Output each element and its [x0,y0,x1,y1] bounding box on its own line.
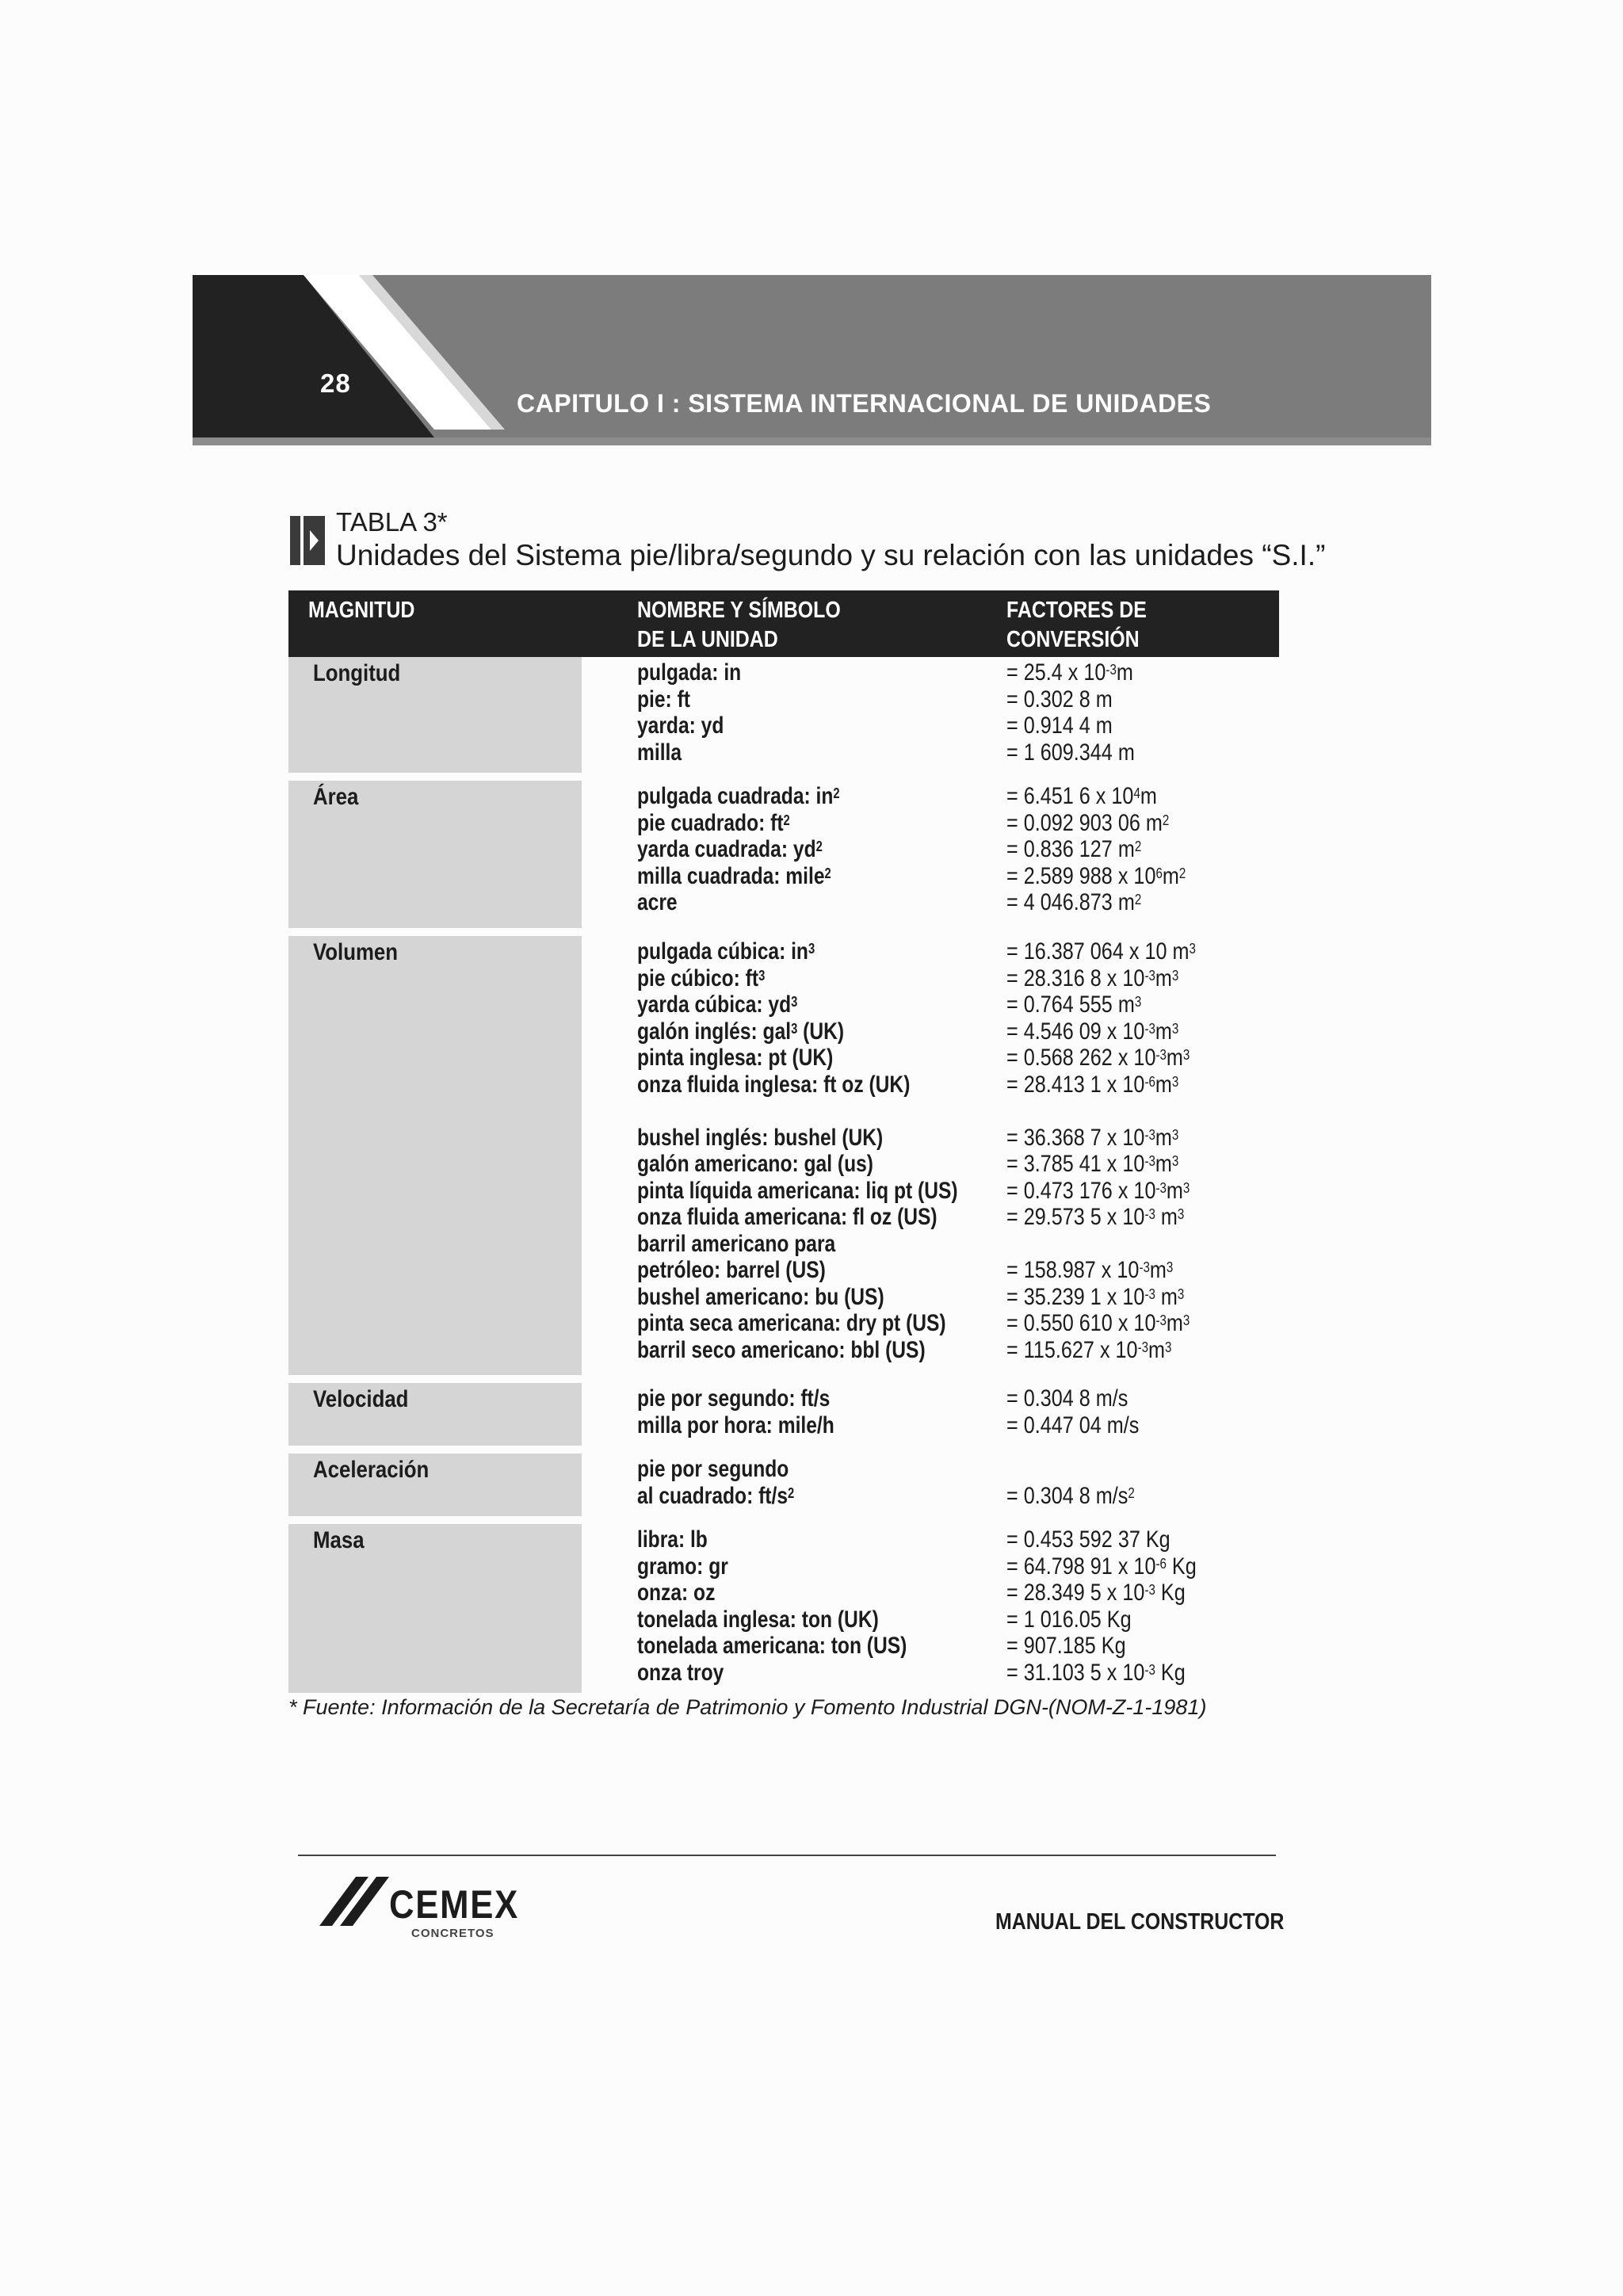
unit-name: galón americano: gal (us) [637,1151,873,1177]
table-section [288,1383,1279,1446]
unit-name: bushel americano: bu (US) [637,1283,884,1310]
magnitud-cell [288,1454,582,1516]
magnitud-label: Volumen [313,939,399,965]
conversion-factor: = 35.239 1 x $10^{-3}$ $m^3$ [1006,1283,1185,1310]
table-section [288,1454,1279,1516]
header-factores-line1: FACTORES DE [1006,598,1147,623]
unit-name: galón inglés: gal$^3$ (UK) [637,1018,845,1045]
conversion-factor: = 0.764 555 $m^3$ [1006,991,1142,1018]
table-footnote: * Fuente: Información de la Secretaría de Patrimonio y Fomento Industrial DGN-(NOM-Z-1-1981) [288,1695,1207,1719]
header-factores-line2: CONVERSIÓN [1006,627,1140,652]
magnitud-cell [288,657,582,773]
conversion-factor: = 64.798 91 x $10^{-6}$ Kg [1006,1553,1197,1580]
conversion-factor: = 3.785 41 x $10^{-3}m^3$ [1006,1151,1179,1177]
unit-name: yarda: yd [637,712,724,739]
svg-text:CEMEX: CEMEX [389,1882,519,1927]
magnitud-cell [288,1524,582,1693]
page-number: 28 [320,369,351,398]
conversion-factor: = 0.914 4 m [1006,712,1113,739]
unit-name: pie por segundo [637,1456,789,1482]
unit-name: libra: lb [637,1526,708,1553]
unit-name: onza fluida inglesa: ft oz (UK) [637,1071,911,1098]
magnitud-label: Aceleración [313,1457,430,1483]
unit-name: pinta líquida americana: liq pt (US) [637,1177,958,1204]
table-title: Unidades del Sistema pie/libra/segundo y su relación con las unidades “S.I.” [336,539,1326,571]
header-nombre-line1: NOMBRE Y SÍMBOLO [637,598,841,623]
unit-name: pie por segundo: ft/s [637,1385,831,1412]
conversion-factor: = 0.836 127 $m^2$ [1006,836,1142,862]
conversion-factor: = 6.451 6 x $10^4m$ [1006,783,1157,809]
conversion-factor: = 0.302 8 m [1006,686,1113,712]
conversion-factor: = 28.413 1 x $10^{-6}m^3$ [1006,1071,1179,1098]
conversion-factor: = 36.368 7 x $10^{-3}m^3$ [1006,1124,1179,1151]
unit-name: pulgada cúbica: $in^3$ [637,938,815,965]
unit-name: petróleo: barrel (US) [637,1257,826,1283]
unit-name: onza fluida americana: fl oz (US) [637,1204,938,1230]
magnitud-label: Área [313,784,359,810]
header-magnitud: MAGNITUD [308,598,415,623]
unit-name: al cuadrado: $ft/s^2$ [637,1482,795,1509]
unit-name: gramo: gr [637,1553,728,1580]
unit-name: bushel inglés: bushel (UK) [637,1124,884,1151]
conversion-factor: = 28.316 8 x $10^{-3}m^3$ [1006,965,1179,991]
unit-name: pulgada cuadrada: $in^2$ [637,783,840,809]
chapter-title: CAPITULO I : SISTEMA INTERNACIONAL DE UNIDADES [517,389,1212,418]
unit-name: barril seco americano: bbl (US) [637,1336,926,1363]
table-section [288,936,1279,1375]
table-header-row [288,590,1279,657]
conversion-factor: = 1 016.05 Kg [1006,1606,1132,1633]
unit-name: onza: oz [637,1580,716,1606]
magnitud-cell [288,1383,582,1446]
unit-name: pulgada: in [637,659,742,686]
unit-name: tonelada americana: ton (US) [637,1633,907,1659]
unit-name: barril americano para [637,1230,836,1257]
conversion-factor: = 2.589 988 x $10^6m^2$ [1006,862,1186,889]
conversion-factor: = 0.473 176 x $10^{-3}m^3$ [1006,1177,1190,1204]
conversion-factor: = 16.387 064 x 10 $m^3$ [1006,938,1196,965]
unit-name: yarda cuadrada: $yd^2$ [637,836,823,862]
unit-name: pie: ft [637,686,690,712]
conversion-factor: = 4.546 09 x $10^{-3}m^3$ [1006,1018,1179,1045]
cemex-logo [319,1869,525,1940]
conversion-factor: = 0.304 8 m/s [1006,1385,1128,1412]
conversion-factor: = 0.453 592 37 Kg [1006,1526,1170,1553]
unit-name: pie cúbico: $ft^3$ [637,965,766,991]
magnitud-cell [288,936,582,1375]
header-nombre-line2: DE LA UNIDAD [637,627,778,652]
unit-name: milla cuadrada: mile$^2$ [637,862,831,889]
unit-name: acre [637,889,678,915]
table-marker-icon [290,516,325,565]
unit-name: milla [637,739,682,766]
svg-text:CONCRETOS: CONCRETOS [411,1927,495,1940]
table-section [288,1524,1279,1693]
conversion-factor: = 0.092 903 06 $m^2$ [1006,809,1170,836]
unit-name: tonelada inglesa: ton (UK) [637,1606,879,1633]
conversion-factor: = 1 609.344 m [1006,739,1135,766]
footer-rule [298,1855,1276,1856]
magnitud-label: Masa [313,1527,365,1553]
conversion-factor: = 28.349 5 x $10^{-3}$ Kg [1006,1580,1186,1606]
conversion-factor: = 158.987 x $10^{-3}m^3$ [1006,1257,1174,1283]
conversion-factor: = 115.627 x $10^{-3}m^3$ [1006,1336,1172,1363]
unit-name: yarda cúbica: $yd^3$ [637,991,798,1018]
unit-name: pie cuadrado: $ft^2$ [637,809,790,836]
magnitud-cell [288,781,582,928]
unit-name: milla por hora: mile/h [637,1412,834,1438]
conversion-factor: = 0.550 610 x $10^{-3}m^3$ [1006,1310,1190,1336]
conversion-factor: = 0.568 262 x $10^{-3}m^3$ [1006,1045,1190,1071]
unit-name: pinta seca americana: dry pt (US) [637,1310,946,1336]
conversion-factor: = 0.447 04 m/s [1006,1412,1140,1438]
conversion-factor: = 907.185 Kg [1006,1633,1126,1659]
conversion-factor: = 31.103 5 x $10^{-3}$ Kg [1006,1659,1186,1686]
conversion-factor: = 4 046.873 $m^2$ [1006,889,1142,915]
unit-name: pinta inglesa: pt (UK) [637,1045,834,1071]
magnitud-label: Velocidad [313,1386,409,1412]
unit-name: onza troy [637,1659,724,1686]
manual-title: MANUAL DEL CONSTRUCTOR [995,1909,1285,1935]
magnitud-label: Longitud [313,660,401,686]
conversion-factor: = 25.4 x $10^{-3}m$ [1006,659,1133,686]
conversion-factor: = 29.573 5 x $10^{-3}$ $m^3$ [1006,1204,1185,1230]
table-section [288,657,1279,773]
table-section [288,781,1279,928]
table-label: TABLA 3* [336,507,448,537]
conversion-factor: = 0.304 8 $m/s^2$ [1006,1482,1135,1509]
